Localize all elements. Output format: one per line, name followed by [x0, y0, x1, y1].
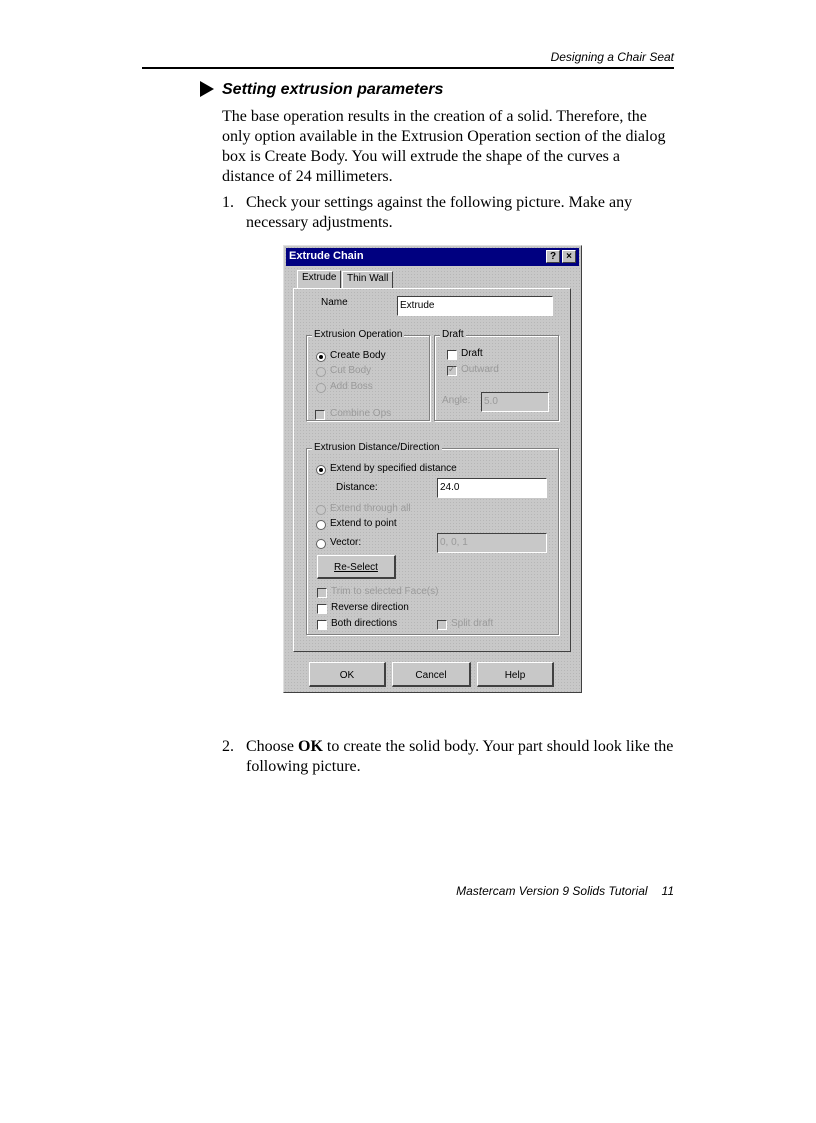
distance-direction-legend: Extrusion Distance/Direction	[314, 442, 440, 453]
step-2-text-bold: OK	[298, 738, 323, 755]
footer-book-title: Mastercam Version 9 Solids Tutorial	[456, 884, 648, 898]
page-footer	[456, 884, 674, 898]
step-2-number: 2.	[222, 738, 234, 755]
extend-specified-radio[interactable]	[316, 465, 326, 475]
extend-to-point-radio[interactable]	[316, 520, 326, 530]
tab-extrude[interactable]: Extrude	[297, 270, 341, 289]
trim-faces-checkbox[interactable]	[317, 588, 327, 598]
vector-label: Vector:	[330, 537, 362, 548]
step-2-text-pre: Choose	[246, 738, 298, 755]
close-icon[interactable]: ×	[562, 250, 576, 263]
draft-label: Draft	[461, 348, 483, 359]
extend-through-all-label: Extend through all	[330, 503, 411, 514]
name-input[interactable]: Extrude	[397, 296, 553, 316]
angle-label: Angle:	[442, 395, 471, 406]
intro-paragraph: The base operation results in the creation of a solid. Therefore, the only option available in the Extrusion Operation section of the dialog box is Create Body. You will extrude the shape of the curves a distance of 24 millimeters.	[222, 108, 666, 185]
extend-specified-label: Extend by specified distance	[330, 463, 457, 474]
reverse-direction-checkbox[interactable]	[317, 604, 327, 614]
extend-to-point-label: Extend to point	[330, 518, 397, 529]
create-body-label: Create Body	[330, 350, 386, 361]
tab-thin-wall[interactable]: Thin Wall	[342, 271, 393, 288]
split-draft-label: Split draft	[451, 618, 494, 629]
extrusion-operation-legend: Extrusion Operation	[314, 329, 403, 340]
outward-label: Outward	[461, 364, 499, 375]
section-arrow-icon	[200, 81, 214, 97]
step-1-number: 1.	[222, 194, 234, 211]
create-body-radio[interactable]	[316, 352, 326, 362]
reselect-button[interactable]: Re-Select	[317, 555, 396, 579]
step-2-text-post: to create the solid body. Your part should look like the following picture.	[246, 738, 674, 775]
both-directions-label: Both directions	[331, 618, 398, 629]
cut-body-radio[interactable]	[316, 367, 326, 377]
header-rule	[142, 67, 674, 69]
cut-body-label: Cut Body	[330, 365, 372, 376]
dialog-titlebar	[286, 248, 579, 266]
trim-faces-label: Trim to selected Face(s)	[331, 586, 439, 597]
add-boss-label: Add Boss	[330, 381, 373, 392]
combine-ops-label: Combine Ops	[330, 408, 392, 419]
page-number: 11	[661, 884, 674, 898]
help-button[interactable]: Help	[477, 662, 554, 687]
draft-checkbox[interactable]	[447, 350, 457, 360]
ok-button[interactable]: OK	[309, 662, 386, 687]
add-boss-radio[interactable]	[316, 383, 326, 393]
step-2-text	[246, 737, 674, 777]
section-heading: Setting extrusion parameters	[222, 81, 444, 98]
help-icon[interactable]: ?	[546, 250, 560, 263]
name-label: Name	[321, 297, 348, 308]
dialog-title: Extrude Chain	[289, 250, 364, 262]
step-2	[222, 737, 674, 777]
extrude-chain-dialog	[283, 245, 582, 693]
both-directions-checkbox[interactable]	[317, 620, 327, 630]
step-1	[222, 193, 674, 233]
draft-legend: Draft	[442, 329, 464, 340]
cancel-button[interactable]: Cancel	[392, 662, 471, 687]
step-1-text: Check your settings against the following picture. Make any necessary adjustments.	[246, 194, 633, 231]
extend-through-all-radio[interactable]	[316, 505, 326, 515]
outward-checkbox[interactable]	[447, 366, 457, 376]
split-draft-checkbox[interactable]	[437, 620, 447, 630]
vector-radio[interactable]	[316, 539, 326, 549]
distance-input[interactable]: 24.0	[437, 478, 547, 498]
vector-input[interactable]: 0, 0, 1	[437, 533, 547, 553]
running-header: Designing a Chair Seat	[550, 50, 674, 64]
combine-ops-checkbox[interactable]	[315, 410, 325, 420]
distance-label: Distance:	[336, 482, 378, 493]
angle-input[interactable]: 5.0	[481, 392, 549, 412]
reverse-direction-label: Reverse direction	[331, 602, 409, 613]
